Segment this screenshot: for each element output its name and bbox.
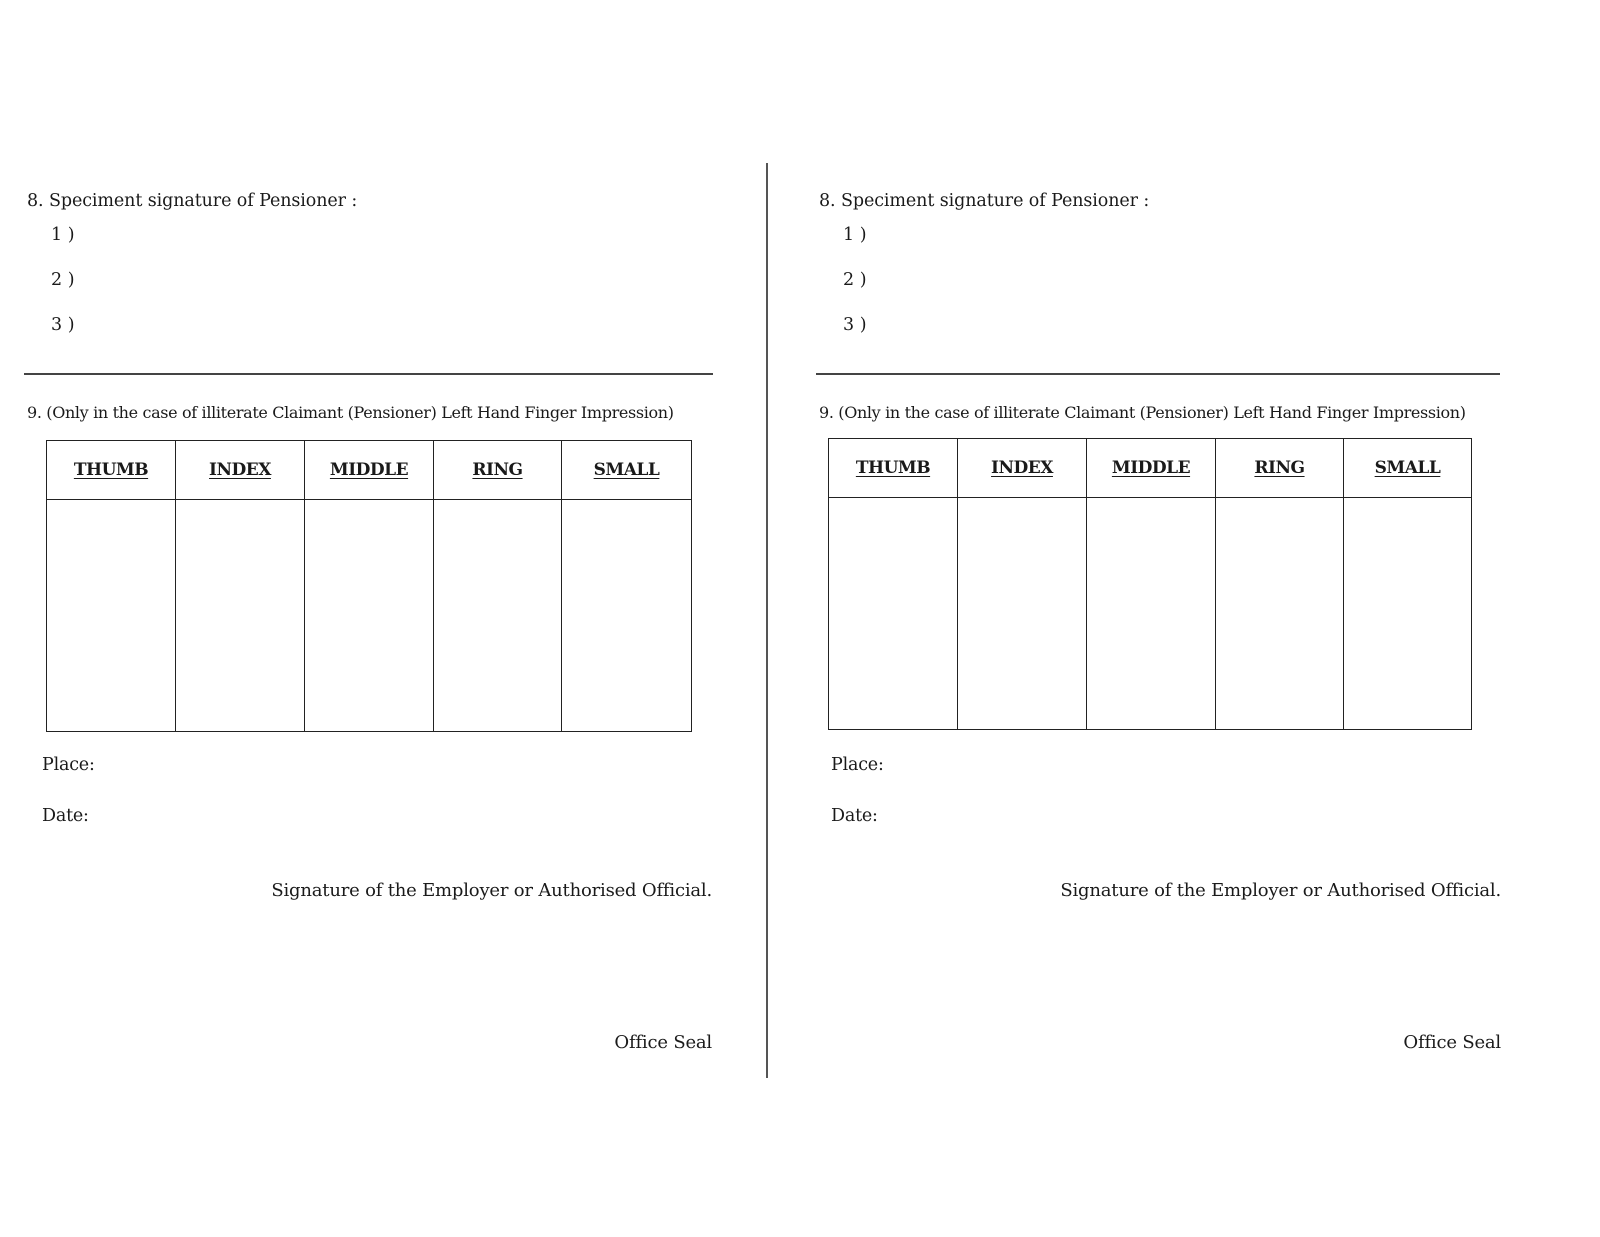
impression-box-ring <box>434 500 562 732</box>
place-label: Place: <box>831 755 884 775</box>
impression-box-ring <box>1216 498 1344 730</box>
employer-signature-label: Signature of the Employer or Authorised Official. <box>271 880 712 901</box>
employer-signature-label: Signature of the Employer or Authorised Official. <box>1060 880 1501 901</box>
impression-box-small <box>1344 498 1472 730</box>
column-header-index: INDEX <box>176 441 305 500</box>
date-label: Date: <box>831 806 878 826</box>
impression-box-middle <box>1087 498 1216 730</box>
finger-impression-table <box>828 438 1472 730</box>
signature-line-2: 2 ) <box>843 270 867 290</box>
signature-line-3: 3 ) <box>51 315 75 335</box>
column-header-thumb: THUMB <box>47 441 176 500</box>
impression-box-thumb <box>47 500 176 732</box>
date-label: Date: <box>42 806 89 826</box>
impression-box-index <box>958 498 1087 730</box>
vertical-center-divider <box>766 163 768 1078</box>
impression-box-small <box>562 500 692 732</box>
finger-impression-table <box>46 440 692 732</box>
impression-box-middle <box>305 500 434 732</box>
column-header-index: INDEX <box>958 439 1087 498</box>
specimen-signature-heading: 8. Speciment signature of Pensioner : <box>27 191 358 211</box>
place-label: Place: <box>42 755 95 775</box>
form-copy-left <box>0 0 780 1237</box>
section-divider-rule <box>24 373 713 375</box>
finger-impression-heading: 9. (Only in the case of illiterate Claimant (Pensioner) Left Hand Finger Impression) <box>27 403 674 422</box>
office-seal-label: Office Seal <box>1403 1032 1501 1053</box>
column-header-middle: MIDDLE <box>1087 439 1216 498</box>
column-header-ring: RING <box>1216 439 1344 498</box>
column-header-small: SMALL <box>562 441 692 500</box>
signature-line-1: 1 ) <box>51 225 75 245</box>
finger-impression-heading: 9. (Only in the case of illiterate Claimant (Pensioner) Left Hand Finger Impression) <box>819 403 1466 422</box>
form-copy-right <box>788 0 1568 1237</box>
signature-line-3: 3 ) <box>843 315 867 335</box>
column-header-thumb: THUMB <box>829 439 958 498</box>
signature-line-1: 1 ) <box>843 225 867 245</box>
column-header-middle: MIDDLE <box>305 441 434 500</box>
column-header-small: SMALL <box>1344 439 1472 498</box>
office-seal-label: Office Seal <box>614 1032 712 1053</box>
impression-box-index <box>176 500 305 732</box>
specimen-signature-heading: 8. Speciment signature of Pensioner : <box>819 191 1150 211</box>
impression-box-thumb <box>829 498 958 730</box>
column-header-ring: RING <box>434 441 562 500</box>
signature-line-2: 2 ) <box>51 270 75 290</box>
section-divider-rule <box>816 373 1500 375</box>
